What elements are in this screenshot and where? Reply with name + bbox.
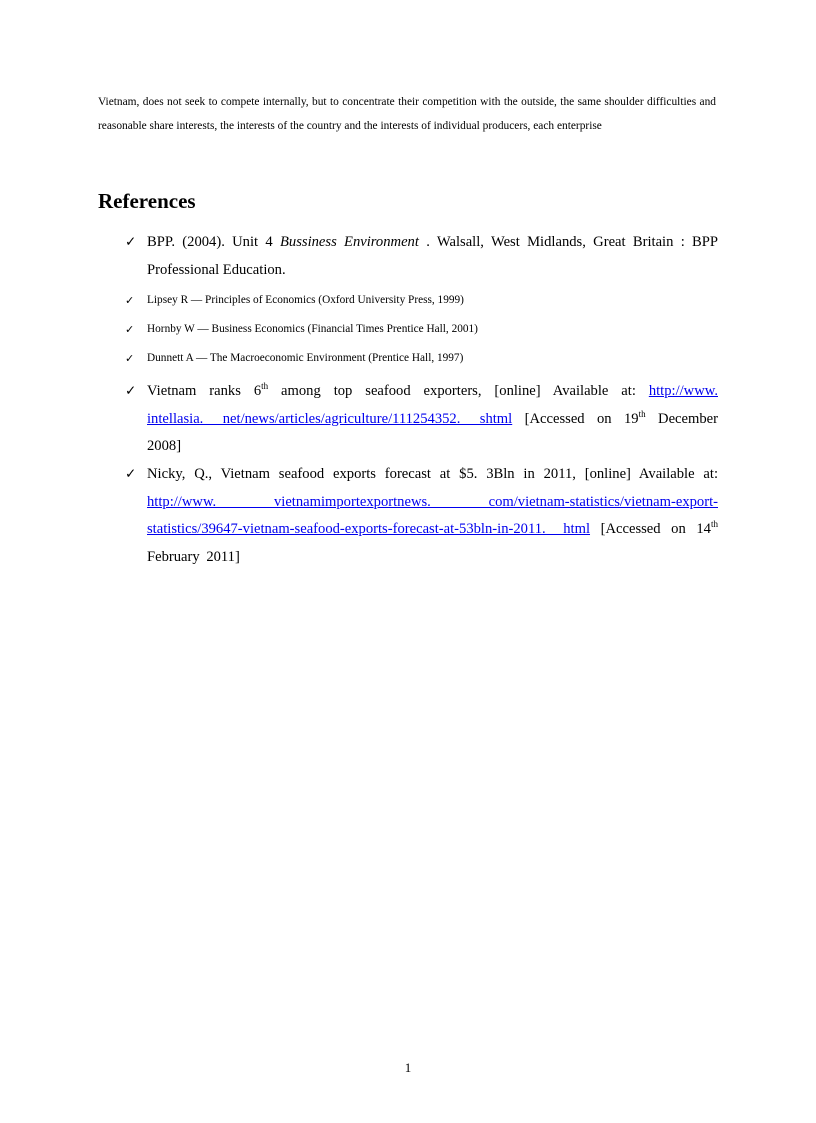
reference-item-hornby	[125, 322, 718, 337]
reference-text: Dunnett A — The Macroeconomic Environment (Prentice Hall, 1997)	[147, 352, 464, 364]
reference-item-lipsey	[125, 293, 718, 308]
intellasia-link[interactable]: http://www. intellasia. net/news/articles/agriculture/111254352. shtml	[147, 383, 718, 427]
reference-item-nicky	[125, 461, 718, 571]
checkmark-icon: ✓	[125, 466, 137, 482]
checkmark-icon: ✓	[125, 383, 137, 399]
reference-item-bpp	[125, 229, 718, 284]
checkmark-icon: ✓	[125, 323, 135, 336]
page-number: 1	[404, 1060, 412, 1075]
references-heading: References	[98, 189, 196, 213]
checkmark-icon: ✓	[125, 352, 135, 365]
reference-item-dunnett	[125, 351, 718, 366]
intro-paragraph: Vietnam, does not seek to compete internally, but to concentrate their competition with the outside, the same shoulder difficulties and reasonable share interests, the interests of the country and the interests of individual producers, each enterprise	[98, 96, 716, 132]
vietnamimportexportnews-link[interactable]: http://www. vietnamimportexportnews. com/vietnam-statistics/vietnam-export-statistics/39647-vietnam-seafood-exports-forecast-at-53bln-in-2011. html	[147, 493, 718, 537]
reference-text: BPP. (2004). Unit 4 Bussiness Environment . Walsall, West Midlands, Great Britain : BPP Professional Education.	[147, 234, 719, 278]
reference-text: Vietnam ranks 6th among top seafood exporters, [online] Available at: http://www. intellasia. net/news/articles/agriculture/111254352. shtml [Accessed on 19th December 2008]	[147, 381, 718, 454]
reference-text: Nicky, Q., Vietnam seafood exports forecast at $5. 3Bln in 2011, [online] Available at: http://www. vietnamimportexportnews. com/vietnam-statistics/vietnam-export-statistics/39647-vietnam-seafood-exports-forecast-at-53bln-in-2011. html [Accessed on 14th February 2011]	[147, 466, 718, 565]
reference-item-intellasia	[125, 378, 718, 461]
checkmark-icon: ✓	[125, 234, 137, 250]
reference-text: Hornby W — Business Economics (Financial Times Prentice Hall, 2001)	[147, 323, 478, 335]
reference-text: Lipsey R — Principles of Economics (Oxford University Press, 1999)	[147, 294, 464, 306]
checkmark-icon: ✓	[125, 294, 135, 307]
